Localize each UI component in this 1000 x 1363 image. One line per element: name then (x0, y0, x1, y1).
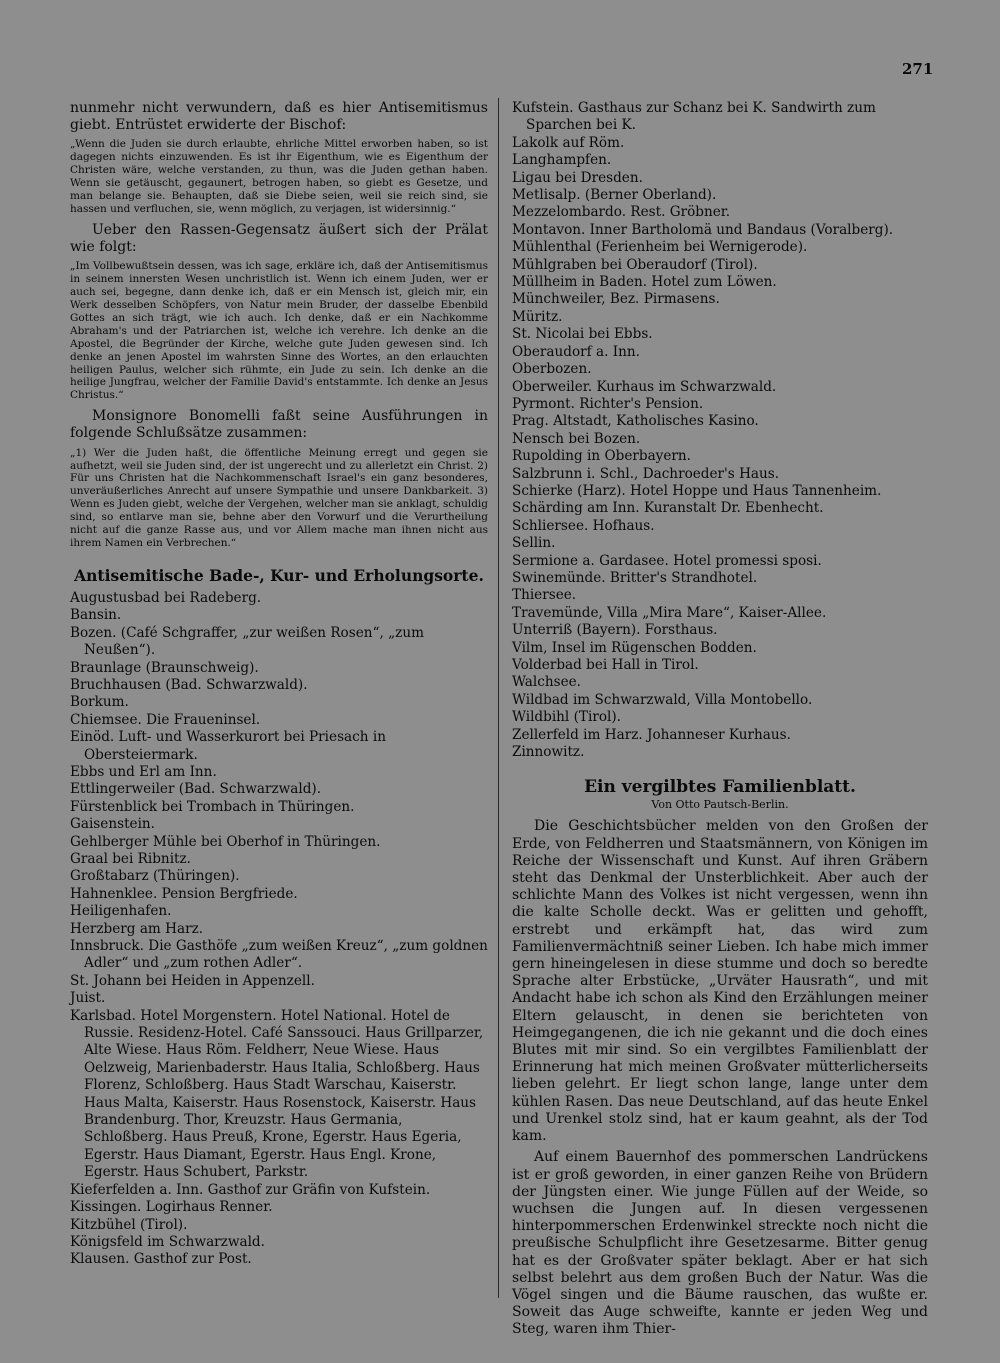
place-entry: Walchsee. (512, 674, 581, 691)
place-entry: Münchweiler, Bez. Pirmasens. (512, 291, 720, 308)
place-entry: Wildbihl (Tirol). (512, 709, 621, 726)
place-entry: Swinemünde. Britter's Strandhotel. (512, 569, 758, 586)
bishop-quote: „Wenn die Juden sie durch erlaubte, ehrliche Mittel erworben haben, so ist dagegen nichts einzuwenden. Es ist ihr Eigenthum, wie es Eigenthum der Christen wäre, welche verstanden, zu thun, was die Juden gethan haben. Wenn sie getäuscht, gegaunert, betrogen haben, so giebt es Gesetze, und man belange sie. Behaupten, daß sie Diebe seien, weil sie reich sind, sie hassen und verfluchen, sie, wenn möglich, zu verjagen, ist widersinnig.“ (70, 138, 488, 215)
place-entry: Metlisalp. (Berner Oberland). (512, 187, 717, 204)
place-entry: Schliersee. Hofhaus. (512, 517, 655, 534)
place-entry: Langhampfen. (512, 152, 612, 169)
place-entry: Lakolk auf Röm. (512, 134, 625, 151)
place-entry: Juist. (70, 990, 106, 1007)
place-entry: Sermione a. Gardasee. Hotel promessi sposi. (512, 552, 822, 569)
place-entry: Mühlgraben bei Oberaudorf (Tirol). (512, 256, 758, 273)
prelate-quote: „Im Vollbewußtsein dessen, was ich sage, erkläre ich, daß der Antisemitismus in seinem innersten Wesen unchristlich ist. Wenn ich einem Juden, wer er auch sei, begegne, dann denke ich, daß er ein Mensch ist, gleich mir, ein Werk desselben Schöpfers, von Natur mein Bruder, der dasselbe Ebenbild Gottes an sich trägt, wie ich auch. Ich denke, daß er ein Nachkomme Abraham's und der Patriarchen ist, welche ich verehre. Ich denke an die Apostel, die Begründer der Kirche, welche gute Juden gewesen sind. Ich denke an jenen Apostel im wahrsten Sinne des Wortes, an den erlauchten heiligen Paulus, welcher sich rühmte, ein Jude zu sein. Ich denke an die heilige Jungfrau, welcher der Familie David's entstammte. Ich denke an Jesus Christus.“ (70, 260, 488, 402)
place-entry: Schierke (Harz). Hotel Hoppe und Haus Tannenheim. (512, 482, 882, 499)
places-list-right (512, 100, 928, 761)
place-entry: Chiemsee. Die Fraueninsel. (70, 711, 261, 728)
page-number: 271 (902, 60, 934, 78)
place-entry: St. Johann bei Heiden in Appenzell. (70, 972, 315, 989)
place-entry: Graal bei Ribnitz. (70, 850, 191, 867)
place-entry: Ettlingerweiler (Bad. Schwarzwald). (70, 781, 322, 798)
place-entry: Gaisenstein. (70, 816, 155, 833)
place-entry: St. Nicolai bei Ebbs. (512, 326, 653, 343)
place-entry: Zellerfeld im Harz. Johanneser Kurhaus. (512, 726, 791, 743)
place-entry: Müllheim in Baden. Hotel zum Löwen. (512, 274, 777, 291)
place-entry: Heiligenhafen. (70, 903, 172, 920)
place-entry: Montavon. Inner Bartholomä und Bandaus (Voralberg). (512, 221, 894, 238)
place-entry: Oberweiler. Kurhaus im Schwarzwald. (512, 378, 777, 395)
place-entry: Innsbruck. Die Gasthöfe „zum weißen Kreuz“, „zum goldnen Adler“ und „zum rothen Adler“. (70, 938, 488, 972)
place-entry: Augustusbad bei Radeberg. (70, 589, 262, 606)
place-entry: Oberaudorf a. Inn. (512, 343, 640, 360)
place-entry: Zinnowitz. (512, 744, 585, 761)
conclusions-quote: „1) Wer die Juden haßt, die öffentliche Meinung erregt und gegen sie aufhetzt, weil sie Juden sind, der ist ungerecht und zu allerletzt ein Christ. 2) Für uns Christen hat die Nachkommenschaft Israel's ein ganz besonderes, unveräußerliches Anrecht auf unsere Sympathie und unsere Dankbarkeit. 3) Wenn es Juden giebt, welche der Vergehen, welcher man sie anklagt, schuldig sind, so entlarve man sie, behne aber den Vorwurf und die Verurtheilung nicht auf die ganze Rasse aus, und vor Allem mache man ihnen nicht aus ihrem Namen ein Verbrechen.“ (70, 446, 488, 549)
place-entry: Klausen. Gasthof zur Post. (70, 1251, 252, 1268)
place-entry: Borkum. (70, 694, 129, 711)
place-entry: Gehlberger Mühle bei Oberhof in Thüringen. (70, 833, 381, 850)
place-entry: Schärding am Inn. Kuranstalt Dr. Ebenhecht. (512, 500, 824, 517)
place-entry: Volderbad bei Hall in Tirol. (512, 657, 699, 673)
left-column (70, 100, 488, 1269)
place-entry: Karlsbad. Hotel Morgenstern. Hotel National. Hotel de Russie. Residenz-Hotel. Café Sanssouci. Haus Grillparzer, Alte Wiese. Haus Röm. Feldherr, Neue Wiese. Haus Oelzweig, Marienbaderstr. Haus Italia, Schloßberg. Haus Florenz, Schloßberg. Haus Stadt Warschau, Kaiserstr. Haus Malta, Kaiserstr. Haus Rosenstock, Kaiserstr. Haus Brandenburg. Thor, Kreuzstr. Haus Germania, Schloßberg. Haus Preuß, Krone, Egerstr. Haus Egeria, Egerstr. Haus Diamant, Egerstr. Haus Engl. Krone, Egerstr. Haus Schubert, Parkstr. (70, 1007, 484, 1181)
place-entry: Kissingen. Logirhaus Renner. (70, 1199, 273, 1216)
place-entry: Oberbozen. (512, 361, 592, 378)
place-entry: Königsfeld im Schwarzwald. (70, 1233, 265, 1250)
intro-paragraph: nunmehr nicht verwundern, daß es hier Antisemitismus giebt. Entrüstet erwiderte der Bischof: (70, 100, 488, 134)
place-entry: Mezzelombardo. Rest. Gröbner. (512, 204, 731, 221)
rassen-paragraph: Ueber den Rassen-Gegensatz äußert sich der Prälat wie folgt: (70, 221, 488, 256)
place-entry: Einöd. Luft- und Wasserkurort bei Priesach in Obersteiermark. (70, 729, 386, 763)
place-entry: Vilm, Insel im Rügenschen Bodden. (512, 639, 757, 656)
place-entry: Bruchhausen (Bad. Schwarzwald). (70, 676, 308, 693)
place-entry: Ebbs und Erl am Inn. (70, 763, 217, 780)
place-entry: Ligau bei Dresden. (512, 169, 643, 186)
place-entry: Kufstein. Gasthaus zur Schanz bei K. Sandwirth zum Sparchen bei K. (512, 100, 876, 134)
article-paragraph-2: Auf einem Bauernhof des pommerschen Landrückens ist er groß geworden, in einer ganzen Reihe von Brüdern der Jüngsten einer. Wie junge Füllen auf der Weide, so wuchsen die Jungen auf. In diesen vergessenen hinterpommerschen Erdenwinkel streckte noch nicht die preußische Schulpflicht ihre Gesetzesarme. Bitter genug hat es der Großvater später beklagt. Aber er hat sich selbst belehrt aus dem großen Buch der Natur. Was die Vögel singen und die Bäume rauschen, das wußte er. Soweit das Auge schweifte, kannte er jeden Weg und Steg, waren ihm Thier- (512, 1149, 928, 1338)
place-entry: Prag. Altstadt, Katholisches Kasino. (512, 413, 759, 430)
place-entry: Müritz. (512, 308, 563, 325)
place-entry: Fürstenblick bei Trombach in Thüringen. (70, 798, 355, 815)
place-entry: Rupolding in Oberbayern. (512, 448, 691, 465)
place-entry: Salzbrunn i. Schl., Dachroeder's Haus. (512, 465, 780, 482)
place-entry: Pyrmont. Richter's Pension. (512, 395, 704, 412)
place-entry: Travemünde, Villa „Mira Mare“, Kaiser-Allee. (512, 604, 827, 621)
article-title: Ein vergilbtes Familienblatt. (584, 777, 856, 798)
right-column (512, 100, 928, 1339)
place-entry: Unterriß (Bayern). Forsthaus. (512, 622, 718, 639)
column-divider (498, 98, 499, 1298)
place-entry: Mühlenthal (Ferienheim bei Wernigerode). (512, 239, 808, 256)
place-entry: Wildbad im Schwarzwald, Villa Montobello. (512, 691, 813, 708)
bonomelli-paragraph: Monsignore Bonomelli faßt seine Ausführungen in folgende Schlußsätze zusammen: (70, 408, 488, 442)
places-list-left (70, 590, 488, 1269)
place-entry: Braunlage (Braunschweig). (70, 659, 259, 676)
section-heading: Antisemitische Bade-, Kur- und Erholungsorte. (74, 565, 484, 585)
article-byline: Von Otto Pautsch-Berlin. (651, 798, 789, 812)
article-paragraph-1: Die Geschichtsbücher melden von den Großen der Erde, von Feldherren und Staatsmännern, von Königen im Reiche der Wissenschaft und Kunst. Auf ihren Gräbern steht das Denkmal der Unsterblichkeit. Aber auch der schlichte Mann des Volkes ist nicht vergessen, wenn ihn die kalte Scholle deckt. Was er gelitten und gehofft, erstrebt und erkämpft hat, das wird zum Familienvermächtniß seiner Lieben. Ich habe mich immer gern hineingelesen in diese stumme und doch so beredte Sprache alter Erbstücke, „Urväter Hausrath“, und mit Andacht habe ich schon als Kind den Erzählungen meiner Eltern gelauscht, in denen sie berichteten von Heimgegangenen, die ich nie gekannt und die doch eines Blutes mit mir sind. So ein vergilbtes Familienblatt der Erinnerung hat mich meinen Großvater mütterlicherseits lieben gelehrt. Er liegt schon lange, lange unter dem kühlen Rasen. Das neue Deutschland, auf das heute Enkel und Urenkel stolz sind, hat er kaum geahnt, als der Tod kam. (512, 818, 928, 1145)
place-entry: Herzberg am Harz. (70, 920, 204, 937)
place-entry: Sellin. (512, 535, 556, 552)
place-entry: Kitzbühel (Tirol). (70, 1216, 188, 1233)
place-entry: Bansin. (70, 607, 122, 624)
place-entry: Nensch bei Bozen. (512, 430, 641, 447)
place-entry: Großtabarz (Thüringen). (70, 868, 240, 885)
place-entry: Hahnenklee. Pension Bergfriede. (70, 885, 298, 902)
place-entry: Kieferfelden a. Inn. Gasthof zur Gräfin von Kufstein. (70, 1181, 431, 1198)
place-entry: Thiersee. (512, 587, 577, 604)
place-entry: Bozen. (Café Schgraffer, „zur weißen Rosen“, „zum Neußen“). (70, 624, 424, 659)
